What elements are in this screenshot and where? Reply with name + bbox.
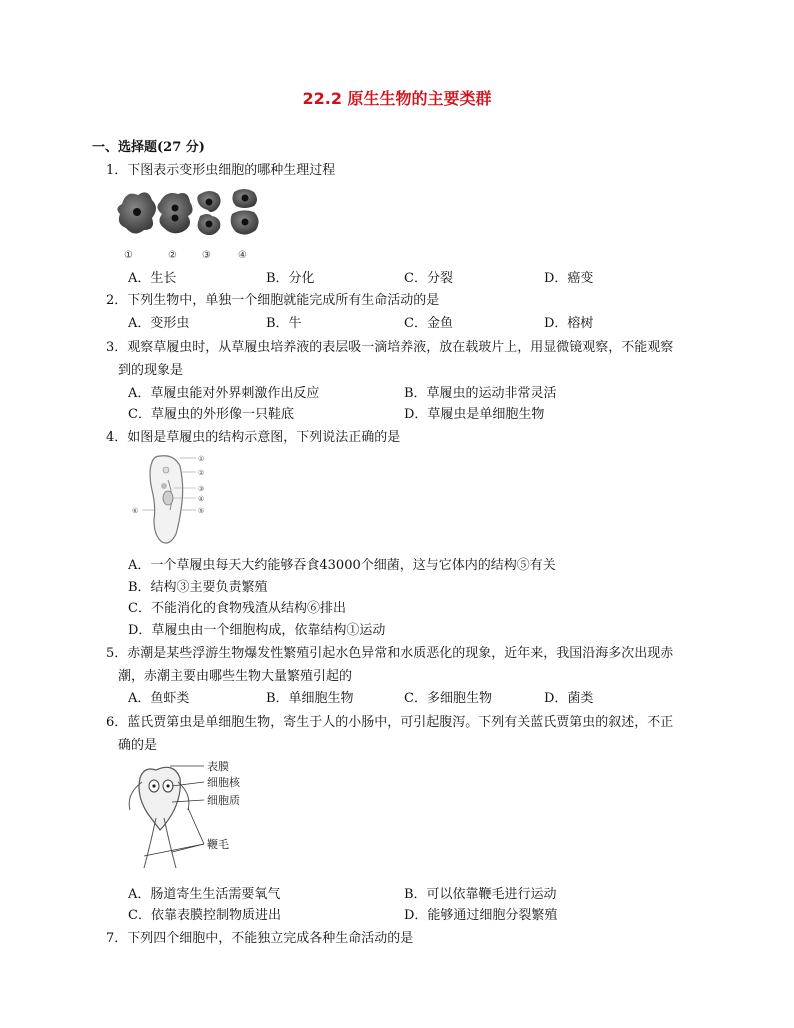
q2-option-b: B．牛 (266, 316, 302, 331)
nucleus-3b (206, 221, 213, 228)
figure-label-4: ④ (238, 250, 247, 261)
q3-option-d: D．草履虫是单细胞生物 (404, 407, 545, 422)
nucleus-4b (242, 219, 249, 226)
q5-option-c: C．多细胞生物 (404, 691, 492, 706)
giardia-label-membrane: 表膜 (207, 760, 229, 773)
q2-option-d: D．榕树 (544, 316, 594, 331)
amoeba-division-figure (114, 186, 274, 264)
question-6-stem-line-1: 6．蓝氏贾第虫是单细胞生物，寄生于人的小肠中，可引起腹泻。下列有关蓝氏贾第虫的叙述，不正 (106, 715, 674, 730)
q1-option-b: B．分化 (266, 271, 315, 286)
question-2-stem: 2．下列生物中，单独一个细胞就能完成所有生命活动的是 (106, 293, 440, 308)
question-5-stem-line-1: 5．赤潮是某些浮游生物爆发性繁殖引起水色异常和水质恶化的现象，近年来，我国沿海多次出现赤 (106, 646, 674, 661)
nucleus-3a (206, 199, 213, 206)
q1-option-a: A．生长 (128, 271, 177, 286)
question-6-stem-line-2: 确的是 (118, 738, 158, 753)
q1-option-d: D．癌变 (544, 271, 594, 286)
q5-option-b: B．单细胞生物 (266, 691, 354, 706)
contractile-vacuole (163, 467, 169, 473)
q4-option-c: C．不能消化的食物残渣从结构⑥排出 (128, 601, 346, 616)
q6-option-d: D．能够通过细胞分裂繁殖 (404, 908, 558, 923)
giardia-label-nucleus: 细胞核 (207, 776, 240, 789)
q6-option-c: C．依靠表膜控制物质进出 (128, 908, 281, 923)
question-1-stem: 1．下图表示变形虫细胞的哪种生理过程 (106, 163, 336, 178)
nucleus (163, 491, 173, 505)
question-4-stem: 4．如图是草履虫的结构示意图，下列说法正确的是 (106, 430, 401, 445)
q6-option-a: A．肠道寄生生活需要氧气 (128, 887, 281, 902)
figure-label-2: ② (168, 250, 177, 261)
giardia-label-flagellum: 鞭毛 (207, 838, 229, 851)
nucleus-4a (242, 195, 249, 202)
flagellum-4 (164, 818, 176, 868)
question-5-stem-line-2: 潮，赤潮主要由哪些生物大量繁殖引起的 (118, 669, 353, 684)
q5-option-a: A．鱼虾类 (128, 691, 190, 706)
question-3-stem-line-2: 到的现象是 (118, 363, 184, 378)
amoeba-cell-2 (157, 193, 192, 233)
paramecium-label-6: ⑥ (132, 507, 139, 515)
nucleus-2b (172, 215, 179, 222)
q4-option-d: D．草履虫由一个细胞构成，依靠结构①运动 (128, 623, 386, 638)
question-7-stem: 7．下列四个细胞中，不能独立完成各种生命活动的是 (106, 931, 414, 946)
q3-option-a: A．草履虫能对外界刺激作出反应 (128, 386, 320, 401)
paramecium-figure (130, 450, 216, 550)
q6-option-b: B．可以依靠鞭毛进行运动 (404, 887, 557, 902)
section-heading: 一、选择题(27 分) (92, 140, 205, 155)
paramecium-label-2: ② (198, 469, 205, 477)
nucleus-1 (133, 208, 141, 216)
paramecium-label-5: ⑤ (198, 507, 205, 515)
q5-option-d: D．菌类 (544, 691, 594, 706)
food-vacuole (161, 483, 167, 489)
q2-option-a: A．变形虫 (128, 316, 190, 331)
q3-option-c: C．草履虫的外形像一只鞋底 (128, 407, 294, 422)
q3-option-b: B．草履虫的运动非常灵活 (404, 386, 557, 401)
q1-option-c: C．分裂 (404, 271, 453, 286)
giardia-body (139, 767, 180, 830)
giardia-label-cytoplasm: 细胞质 (207, 794, 240, 807)
flagellum-3 (144, 818, 156, 868)
q4-option-b: B．结构③主要负责繁殖 (128, 580, 268, 595)
paramecium-label-3: ③ (198, 485, 205, 493)
giardia-figure (116, 760, 266, 878)
paramecium-label-4: ④ (198, 495, 205, 503)
q2-option-c: C．金鱼 (404, 316, 453, 331)
question-3-stem-line-1: 3．观察草履虫时，从草履虫培养液的表层吸一滴培养液，放在载玻片上，用显微镜观察，不能观察 (106, 340, 674, 355)
page-title: 22.2 原生生物的主要类群 (302, 89, 492, 108)
q4-option-a: A．一个草履虫每天大约能够吞食43000个细菌，这与它体内的结构⑤有关 (128, 558, 556, 573)
figure-label-1: ① (124, 250, 133, 261)
figure-label-3: ③ (202, 250, 211, 261)
nucleus-2a (172, 205, 179, 212)
paramecium-label-1: ① (198, 455, 205, 463)
